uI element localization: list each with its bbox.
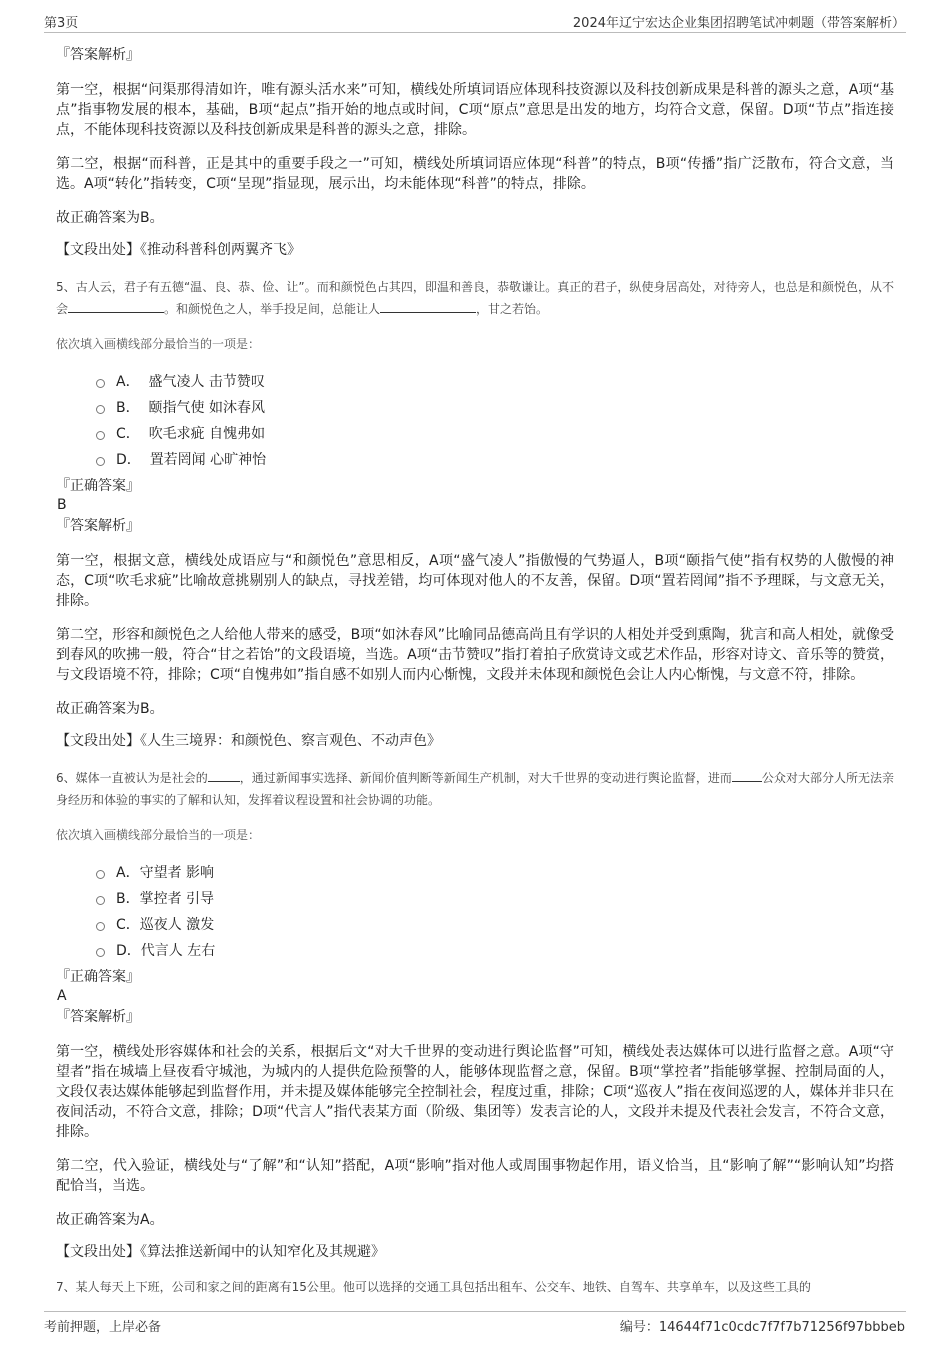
page-number: 第3页 — [44, 16, 79, 31]
question-stem — [56, 276, 894, 320]
passage-source: 【文段出处】《人生三境界：和颜悦色、察言观色、不动声色》 — [56, 733, 441, 749]
stem-text: 5、古人云，君子有五德“温、良、恭、俭、让”。而和颜悦色占其四，即温和善良，恭敬谦让。真正的君子，纵使身居高处，对待旁人，也总是和颜悦色，从不会 — [56, 280, 894, 316]
option-letter: B． — [116, 400, 140, 416]
blank-line — [732, 769, 762, 782]
question-stem — [56, 767, 894, 811]
answer-label: 『正确答案』 — [56, 478, 140, 494]
option-c[interactable] — [56, 421, 894, 447]
option-letter: B． — [116, 891, 140, 907]
blank-line — [68, 300, 164, 313]
analysis-paragraph: 第二空，形容和颜悦色之人给他人带来的感受，B项“如沐春风”比喻同品德高尚且有学识的人相处并受到熏陶，犹言和高人相处，就像受到春风的吹拂一般，符合“甘之若饴”的文段语境，当选。A项“击节赞叹”指打着拍子欣赏诗文或艺术作品，形容对诗文、音乐等的赞赏，与文段语境不符，排除；C项“自愧弗如”指自感不如别人而内心惭愧，文段并未体现和颜悦色会让人内心惭愧，与文意不符，排除。 — [56, 627, 894, 683]
q4-analysis-section — [56, 45, 894, 260]
stem-text: ，甘之若饴。 — [476, 302, 549, 316]
passage-source: 【文段出处】《推动科普科创两翼齐飞》 — [56, 242, 301, 258]
footer-divider — [44, 1311, 906, 1312]
blank-line — [208, 769, 240, 782]
radio-icon[interactable] — [96, 457, 105, 466]
option-letter: C． — [116, 426, 140, 442]
radio-icon[interactable] — [96, 896, 105, 905]
radio-icon[interactable] — [96, 379, 105, 388]
radio-icon[interactable] — [96, 405, 105, 414]
option-letter: A． — [116, 865, 140, 881]
option-b[interactable] — [56, 886, 894, 912]
answer-conclusion: 故正确答案为B。 — [56, 210, 164, 226]
analysis-paragraph: 第一空，根据“问渠那得清如许，唯有源头活水来”可知，横线处所填词语应体现科技资源以及科技创新成果是科普的源头之意，A项“基点”指事物发展的根本，基础，B项“起点”指开始的地点或时间，C项“原点”意思是出发的地方，均符合文意，保留。D项“节点”指连接点，不能体现科技资源以及科技创新成果是科普的源头之意，排除。 — [56, 82, 894, 138]
page-header — [0, 0, 950, 34]
analysis-paragraph: 第一空，横线处形容媒体和社会的关系，根据后文“对大千世界的变动进行舆论监督”可知，横线处表达媒体可以进行监督之意。A项“守望者”指在城墙上昼夜看守城池，为城内的人提供危险预警的人，能够体现监督之意，保留。B项“掌控者”指能够掌握、控制局面的人，文段仅表达媒体能够起到监督作用，并未提及媒体能够完全控制社会，程度过重，排除；C项“巡夜人”指在夜间巡逻的人，媒体并非只在夜间活动，不符合文意，排除；D项“代言人”指代表某方面（阶级、集团等）发表言论的人，文段并未提及代表社会发言，不符合文意，排除。 — [56, 1044, 894, 1140]
option-a[interactable] — [56, 860, 894, 886]
radio-icon[interactable] — [96, 922, 105, 931]
stem-text: 。和颜悦色之人，举手投足间，总能让人 — [164, 302, 381, 316]
option-d[interactable] — [56, 447, 894, 473]
radio-icon[interactable] — [96, 870, 105, 879]
answer-conclusion: 故正确答案为B。 — [56, 701, 164, 717]
analysis-paragraph: 第二空，根据“而科普，正是其中的重要手段之一”可知，横线处所填词语应体现“科普”的特点，B项“传播”指广泛散布，符合文意，当选。A项“转化”指转变，C项“呈现”指显现，展示出，均未能体现“科普”的特点，排除。 — [56, 156, 894, 192]
analysis-label: 『答案解析』 — [56, 518, 140, 534]
option-text: 代言人 左右 — [140, 943, 216, 959]
option-text: 盛气凌人 击节赞叹 — [148, 374, 265, 390]
option-letter: C． — [116, 917, 140, 933]
radio-icon[interactable] — [96, 948, 105, 957]
stem-text: 公众对大部分人所无法亲身经历和体验的事实的了解和认知，发挥着议程设置和社会协调的功能。 — [56, 771, 894, 807]
answer-conclusion: 故正确答案为A。 — [56, 1212, 164, 1228]
analysis-paragraph: 第二空，代入验证，横线处与“了解”和“认知”搭配，A项“影响”指对他人或周围事物起作用，语义恰当，且“影响了解”“影响认知”均搭配恰当，当选。 — [56, 1158, 894, 1194]
correct-answer: B — [57, 497, 67, 513]
passage-source: 【文段出处】《算法推送新闻中的认知窄化及其规避》 — [56, 1244, 385, 1260]
option-text: 守望者 影响 — [139, 865, 215, 881]
option-text: 吹毛求疵 自愧弗如 — [148, 426, 266, 442]
options-list — [56, 860, 894, 964]
answer-label: 『正确答案』 — [56, 969, 140, 985]
header-divider — [44, 32, 906, 33]
question-stem: 7、某人每天上下班，公司和家之间的距离有15公里。他可以选择的交通工具包括出租车、公交车、地铁、自驾车、共享单车，以及这些工具的 — [56, 1280, 811, 1294]
option-text: 颐指气使 如沐春风 — [148, 400, 265, 416]
radio-icon[interactable] — [96, 431, 105, 440]
document-body — [56, 45, 894, 1298]
option-b[interactable] — [56, 395, 894, 421]
stem-text: 6、媒体一直被认为是社会的 — [56, 771, 208, 785]
question-5 — [56, 276, 894, 751]
option-d[interactable] — [56, 938, 894, 964]
stem-text: ，通过新闻事实选择、新闻价值判断等新闻生产机制，对大千世界的变动进行舆论监督，进而 — [239, 771, 732, 785]
option-text: 掌控者 引导 — [139, 891, 215, 907]
options-list — [56, 369, 894, 473]
option-letter: D． — [116, 943, 141, 959]
option-letter: D． — [116, 452, 141, 468]
question-instruction: 依次填入画横线部分最恰当的一项是： — [56, 828, 261, 842]
document-title: 2024年辽宁宏达企业集团招聘笔试冲刺题（带答案解析） — [572, 16, 905, 31]
question-6 — [56, 767, 894, 1262]
footer-slogan: 考前押题，上岸必备 — [44, 1320, 162, 1335]
option-text: 巡夜人 激发 — [139, 917, 215, 933]
option-a[interactable] — [56, 369, 894, 395]
blank-line — [380, 300, 476, 313]
question-7 — [56, 1276, 894, 1298]
option-c[interactable] — [56, 912, 894, 938]
analysis-label: 『答案解析』 — [56, 1009, 140, 1025]
option-letter: A． — [116, 374, 140, 390]
analysis-paragraph: 第一空，根据文意，横线处成语应与“和颜悦色”意思相反，A项“盛气凌人”指傲慢的气势逼人，B项“颐指气使”指有权势的人傲慢的神态，C项“吹毛求疵”比喻故意挑剔别人的缺点，寻找差错，均可体现对他人的不友善，保留。D项“置若罔闻”指不予理睬，与文意无关，排除。 — [56, 553, 894, 609]
option-text: 置若罔闻 心旷神怡 — [149, 452, 267, 468]
question-instruction: 依次填入画横线部分最恰当的一项是： — [56, 337, 261, 351]
correct-answer: A — [57, 988, 67, 1004]
analysis-label: 『答案解析』 — [56, 47, 140, 63]
document-id: 编号：14644f71c0cdc7f7f7b71256f97bbbeb — [619, 1320, 905, 1335]
